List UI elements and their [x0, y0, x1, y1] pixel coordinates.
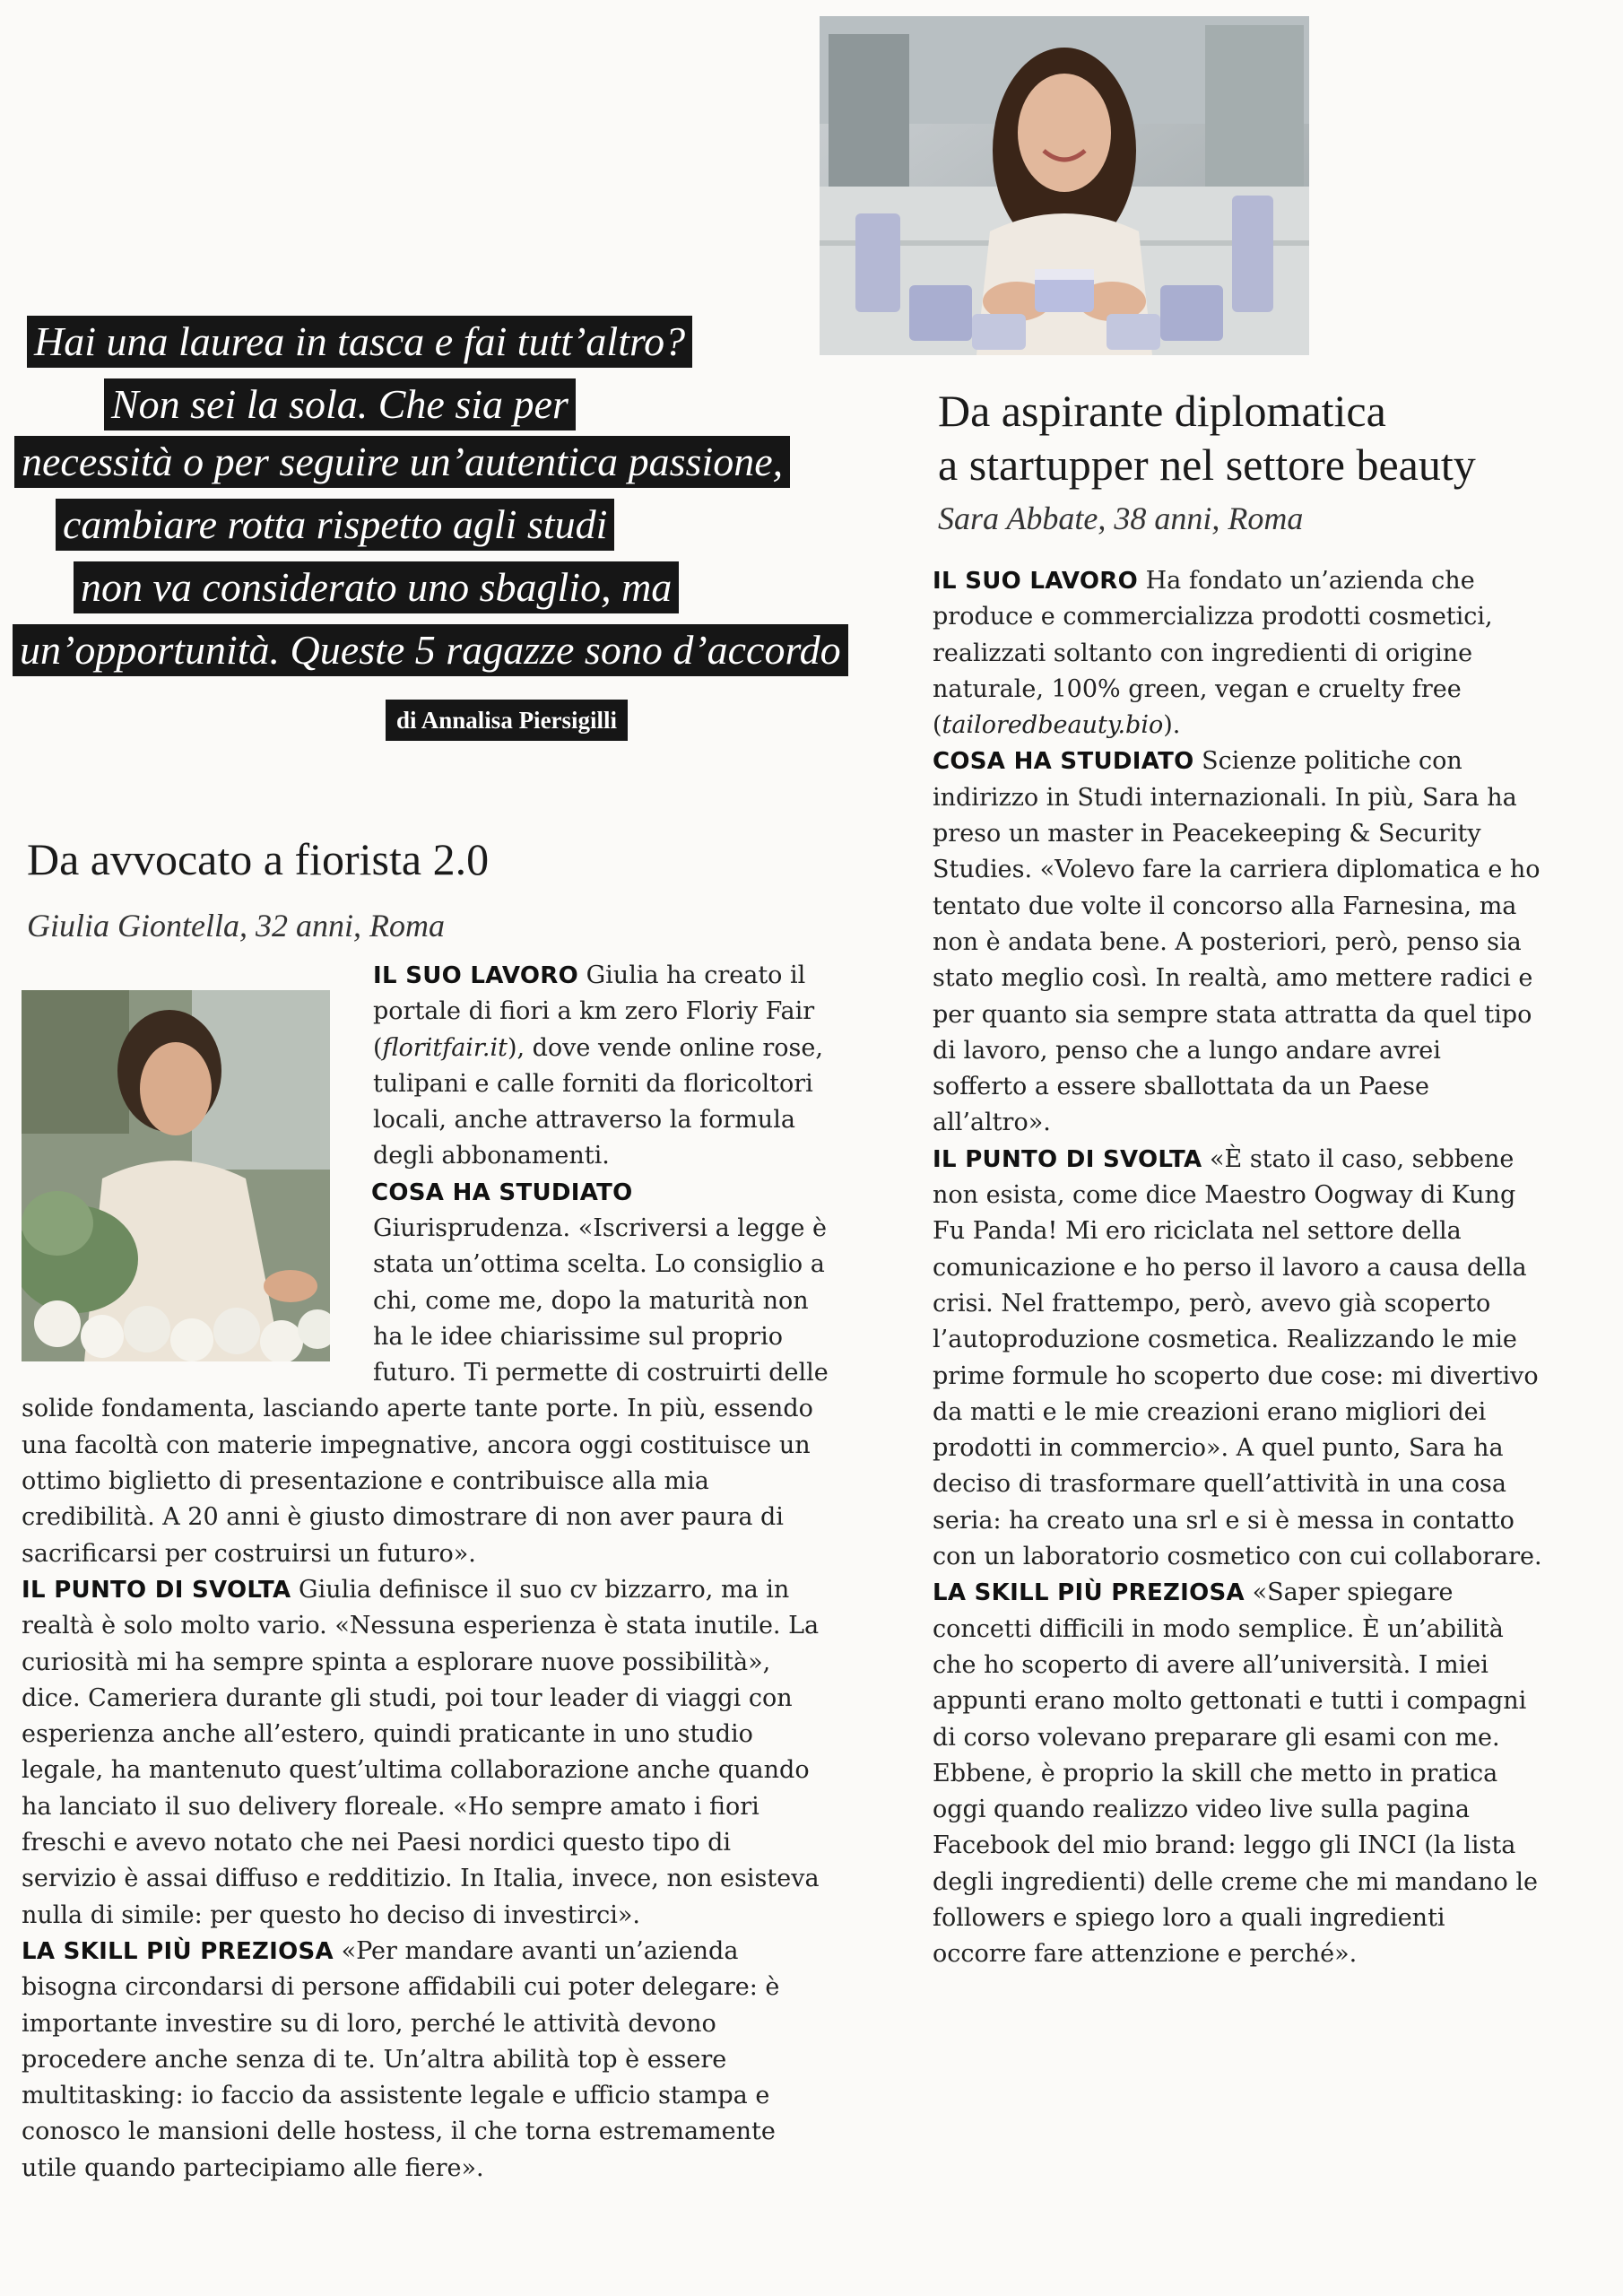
- intro-line-6: un’opportunità. Queste 5 ragazze sono d’accordo: [13, 624, 848, 676]
- right-text-turning: «È stato il caso, sebbene non esista, come dice Maestro Oogway di Kung Fu Panda! Mi ero riciclata nel settore della comunicazione e ho perso il lavoro a causa della crisi. Nel frattempo, però, avevo già scoperto l’autoproduzione cosmetica. Realizzando le mie prime formule ho scoperto due cose: mi divertivo da matti e le mie creazioni erano migliori dei prodotti in commercio». A quel punto, Sara ha deciso di trasformare quell’attività in una cosa seria: ha creato una srl e si è messa in contatto con un laboratorio cosmetico con cui collaborare.: [933, 1144, 1542, 1571]
- left-article-title: Da avvocato a fiorista 2.0: [27, 834, 490, 884]
- right-article-title-line2: a startupper nel settore beauty: [938, 439, 1476, 490]
- left-text-studied: Giurisprudenza. «Iscriversi a legge è stata un’ottima scelta. Lo consiglio a chi, come me, dopo la maturità non ha le idee chiarissime sul proprio futuro. Ti permette di costruirti delle solide fondamenta, lasciando aperte tante porte. In più, essendo una facoltà con materie impegnative, ancora oggi costituisce un ottimo biglietto di presentazione e contribuisce alla mia credibilità. A 20 anni è giusto dimostrare di non aver paura di sacrificarsi per costruirsi un futuro».: [22, 1214, 829, 1568]
- left-label-work: IL SUO LAVORO: [373, 962, 579, 989]
- left-label-studied: COSA HA STUDIATO: [371, 1179, 633, 1206]
- left-section-studied: [22, 1175, 829, 1211]
- left-text-skill: «Per mandare avanti un’azienda bisogna circondarsi di persone affidabili cui poter delegare: è importante investire su di loro, perché le attività devono procedere anche senza di te. Un’altra abilità top è essere multitasking: io faccio da assistente legale e ufficio stampa e conosco le mansioni delle hostess, il che torna estremamente utile quando partecipiamo alle fiere».: [22, 1936, 780, 2182]
- right-text-skill: «Saper spiegare concetti difficili in modo semplice. È un’abilità che ho scoperto di avere all’università. I miei appunti erano molto gettonati e tutti i compagni di corso volevano preparare gli esami con me. Ebbene, è proprio la skill che metto in pratica oggi quando realizzo video live sulla pagina Facebook del mio brand: leggo gli INCI (la lista degli ingredienti) delle creme che mi mandano le followers e spiego loro a quali ingredienti occorre fare attenzione e perché».: [933, 1578, 1538, 1969]
- right-text-work-2: ).: [1163, 711, 1181, 740]
- right-article-subtitle: Sara Abbate, 38 anni, Roma: [938, 500, 1304, 536]
- right-label-skill: LA SKILL PIÙ PREZIOSA: [933, 1579, 1245, 1607]
- right-article-title-line1: Da aspirante diplomatica: [938, 386, 1386, 436]
- intro-line-2: Non sei la sola. Che sia per: [104, 378, 576, 430]
- photo-sara-abbate: [820, 16, 1309, 355]
- right-article-body: [933, 563, 1542, 1973]
- intro-line-1: Hai una laurea in tasca e fai tutt’altro?: [27, 316, 692, 368]
- left-photo-spacer-2: [22, 1211, 373, 1361]
- right-text-studied: Scienze politiche con indirizzo in Studi internazionali. In più, Sara ha preso un master in Peacekeeping & Security Studies. «Volevo fare la carriera diplomatica e ho tentato due volte il concorso alla Farnesina, ma non è andata bene. A posteriori, però, penso sia stato meglio così. In realtà, amo mettere radici e per quanto sia sempre stata attratta da quel tipo di lavoro, penso che a lungo andare avrei sofferto a essere sballottata da un Paese all’altro».: [933, 747, 1541, 1137]
- right-label-work: IL SUO LAVORO: [933, 568, 1139, 595]
- right-label-studied: COSA HA STUDIATO: [933, 748, 1194, 776]
- left-text-work-2: ), dove vende online rose, tulipani e calle forniti da floricoltori locali, anche attraverso la formula degli abbonamenti.: [373, 1033, 823, 1170]
- right-label-turning: IL PUNTO DI SVOLTA: [933, 1145, 1202, 1173]
- left-text-turning: Giulia definisce il suo cv bizzarro, ma in realtà è solo molto vario. «Nessuna esperienza è stata inutile. La curiosità mi ha sempre spinta a esplorare nuove possibilità», dice. Cameriera durante gli studi, poi tour leader di viaggi con esperienza anche all’estero, quindi praticante in uno studio legale, ha mantenuto quest’ultima collaborazione anche quando ha lanciato il suo delivery floreale. «Ho sempre amato i fiori freschi e avevo notato che nei Paesi nordici questo tipo di servizio è assai diffuso e redditizio. In Italia, invece, non esisteva nulla di simile: per questo ho deciso di investirci».: [22, 1575, 820, 1929]
- left-label-turning: IL PUNTO DI SVOLTA: [22, 1576, 291, 1604]
- left-article-subtitle: Giulia Giontella, 32 anni, Roma: [27, 908, 445, 944]
- left-link-work[interactable]: floritfair.it: [382, 1033, 508, 1062]
- intro-line-3: necessità o per seguire un’autentica passione,: [14, 436, 790, 488]
- right-text-work-1: Ha fondato un’azienda che produce e commercializza prodotti cosmetici, realizzati soltanto con ingredienti di origine naturale, 100% green, vegan e cruelty free (: [933, 567, 1493, 740]
- left-label-skill: LA SKILL PIÙ PREZIOSA: [22, 1937, 334, 1965]
- left-studied-flow: [22, 1211, 829, 2187]
- left-text-work-1: Giulia ha creato il portale di fiori a km zero Floriy Fair (: [373, 961, 815, 1062]
- right-link-work[interactable]: tailoredbeauty.bio: [942, 711, 1164, 740]
- byline: di Annalisa Piersigilli: [386, 700, 628, 741]
- intro-line-5: non va considerato uno sbaglio, ma: [74, 561, 679, 613]
- intro-line-4: cambiare rotta rispetto agli studi: [56, 499, 614, 551]
- photo-sara-abbate-illustration: [820, 16, 1309, 355]
